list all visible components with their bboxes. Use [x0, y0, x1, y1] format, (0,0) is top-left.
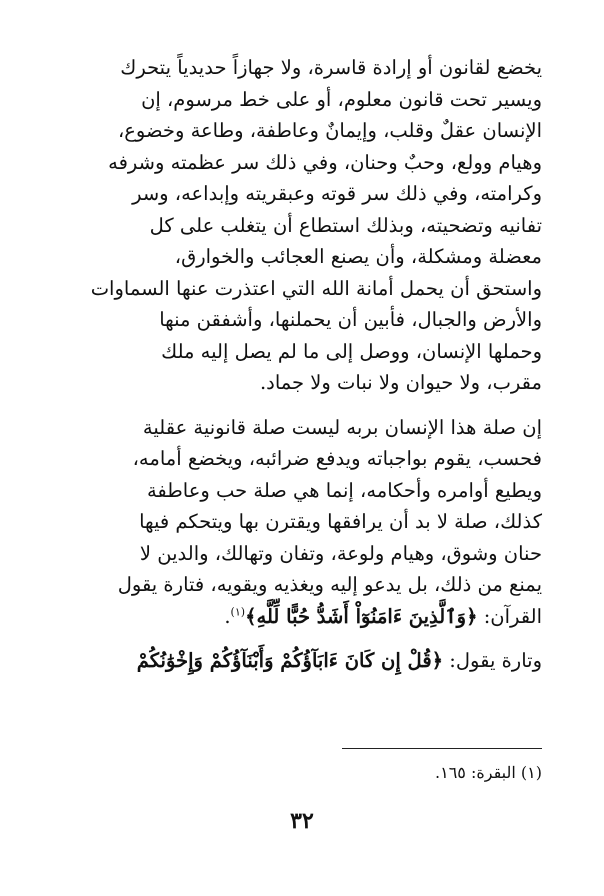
- text-line: ويطيع أوامره وأحكامه، إنما هي صلة حب وعاطفة: [146, 478, 542, 502]
- quran-verse: ﴿وَٱلَّذِينَ ءَامَنُوٓاْ أَشَدُّ حُبًّا لِّلَّهِ﴾: [245, 604, 478, 628]
- text-line: حنان وشوق، وهيام ولوعة، وتفان وتهالك، والدين لا: [139, 541, 542, 565]
- paragraph-1: [66, 52, 542, 399]
- text-line: ويسير تحت قانون معلوم، أو على خط مرسوم، إن: [141, 87, 542, 111]
- quran-citation-line: [66, 645, 542, 677]
- quran-verse: ﴿قُلْ إِن كَانَ ءَابَآؤُكُمْ وَأَبْنَآؤُكُمْ وَإِخْوَٰنُكُمْ: [136, 649, 444, 672]
- text-line: الإنسان عقلٌ وقلب، وإيمانٌ وعاطفة، وطاعة وخضوع،: [118, 119, 542, 142]
- text-line: إن صلة هذا الإنسان بربه ليست صلة قانونية عقلية: [142, 415, 542, 439]
- text-fragment: القرآن:: [477, 604, 542, 628]
- text-fragment: .: [224, 604, 231, 628]
- footnote: (١) البقرة: ١٦٥.: [435, 763, 542, 782]
- text-line: واستحق أن يحمل أمانة الله التي اعتذرت عنها السماوات: [90, 276, 542, 300]
- text-line: يخضع لقانون أو إرادة قاسرة، ولا جهازاً حديدياً يتحرك: [120, 56, 542, 79]
- text-line: وكرامته، وفي ذلك سر قوته وعبقريته وإبداعه، وسر: [132, 182, 542, 205]
- text-line: وهيام وولع، وحبٌ وحنان، وفي ذلك سر عظمته وشرفه: [108, 150, 542, 174]
- page-number: ٣٢: [290, 808, 314, 834]
- paragraph-2: [66, 412, 542, 633]
- paragraph-3: [66, 645, 542, 677]
- text-fragment: وتارة يقول:: [443, 649, 542, 672]
- text-line: كذلك، صلة لا بد أن يرافقها ويقترن بها ويتحكم فيها: [139, 510, 542, 533]
- text-line: وحملها الإنسان، ووصل إلى ما لم يصل إليه ملك: [161, 339, 542, 363]
- text-line: معضلة ومشكلة، وأن يصنع العجائب والخوارق،: [174, 245, 542, 268]
- text-line: تفانيه وتضحيته، وبذلك استطاع أن يتغلب على كل: [149, 213, 542, 237]
- main-text: [66, 52, 542, 677]
- footnote-separator: [342, 748, 542, 749]
- text-line: يمنع من ذلك، بل يدعو إليه ويغذيه ويقويه، فتارة يقول: [117, 573, 542, 596]
- quran-citation-line: [66, 601, 542, 633]
- text-line: مقرب، ولا حيوان ولا نبات ولا جماد.: [259, 371, 542, 394]
- text-line: فحسب، يقوم بواجباته ويدفع ضرائبه، ويخضع أمامه،: [132, 447, 542, 470]
- text-line: والأرض والجبال، فأبين أن يحملنها، وأشفقن منها: [159, 308, 542, 331]
- footnote-reference: (١): [230, 605, 246, 618]
